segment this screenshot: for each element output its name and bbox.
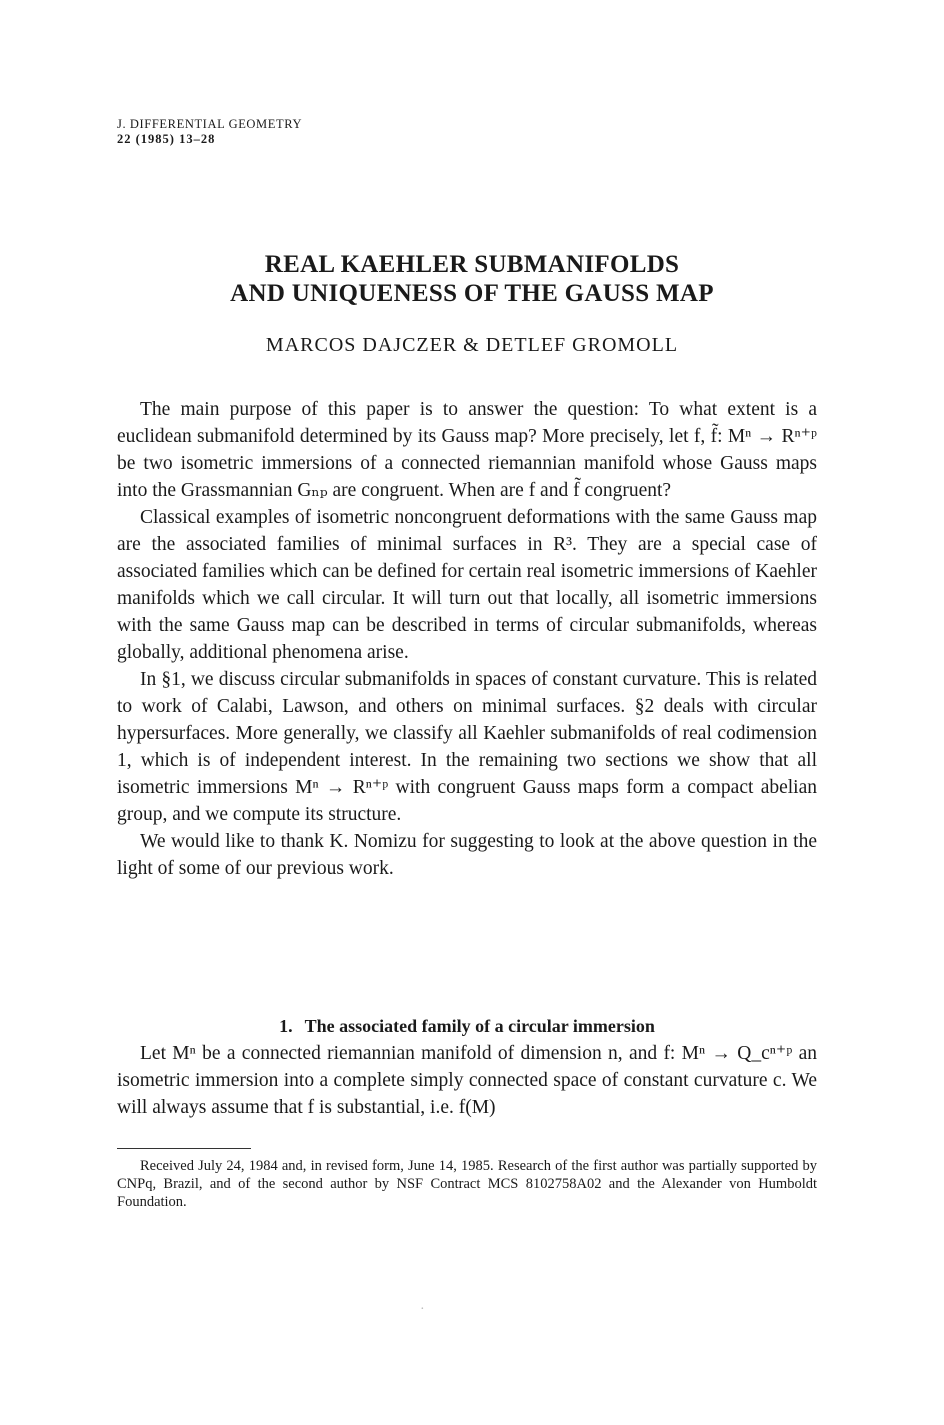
footnote-text: Received July 24, 1984 and, in revised form, June 14, 1985. Research of the first author was partially supported by CNPq, Brazil, and of the second author by NSF Contract MCS 8102758A02 and the Alexander von Humboldt Foundation. — [117, 1158, 817, 1210]
title-line-1: REAL KAEHLER SUBMANIFOLDS — [264, 251, 680, 278]
scan-mark: · — [420, 1302, 425, 1317]
section-number: 1. — [279, 1016, 293, 1036]
paper-title — [0, 250, 944, 308]
intro-paragraph-2: Classical examples of isometric noncongruent deformations with the same Gauss map are the associated families of minimal surfaces in R³. They are a special case of associated families which can be defined for certain real isometric immersions of Kaehler manifolds which we call circular. It will turn out that locally, all isometric immersions with the same Gauss map can be described in terms of circular submanifolds, whereas globally, additional phenomena arise. — [117, 507, 817, 663]
section-1-paragraph-1: Let Mⁿ be a connected riemannian manifold of dimension n, and f: Mⁿ → Q_cⁿ⁺ᵖ an isometric immersion into a complete simply connected space of constant curvature c. We will always assume that f is substantial, i.e. f(M) — [117, 1043, 817, 1118]
footnote — [117, 1157, 817, 1211]
intro-paragraph-4: We would like to thank K. Nomizu for suggesting to look at the above question in the light of some of our previous work. — [117, 831, 817, 879]
section-title: The associated family of a circular immersion — [304, 1016, 655, 1036]
footnote-rule — [117, 1148, 251, 1149]
introduction — [117, 396, 817, 882]
section-1 — [117, 1013, 817, 1121]
intro-paragraph-1: The main purpose of this paper is to answer the question: To what extent is a euclidean submanifold determined by its Gauss map? More precisely, let f, f̃: Mⁿ → Rⁿ⁺ᵖ be two isometric immersions of a connected riemannian manifold whose Gauss maps into the Grassmannian Gₙₚ are congruent. When are f and f̃ congruent? — [117, 399, 817, 501]
journal-header — [117, 117, 302, 147]
paper-authors: MARCOS DAJCZER & DETLEF GROMOLL — [265, 334, 679, 356]
title-line-2: AND UNIQUENESS OF THE GAUSS MAP — [230, 280, 714, 307]
section-heading — [117, 1013, 817, 1040]
journal-volume: 22 (1985) 13–28 — [117, 132, 216, 146]
intro-paragraph-3: In §1, we discuss circular submanifolds in spaces of constant curvature. This is related to work of Calabi, Lawson, and others on minimal surfaces. §2 deals with circular hypersurfaces. More generally, we classify all Kaehler submanifolds of real codimension 1, which is of independent interest. In the remaining two sections we show that all isometric immersions Mⁿ → Rⁿ⁺ᵖ with congruent Gauss maps form a compact abelian group, and we compute its structure. — [117, 669, 817, 825]
journal-name: J. DIFFERENTIAL GEOMETRY — [117, 117, 303, 131]
